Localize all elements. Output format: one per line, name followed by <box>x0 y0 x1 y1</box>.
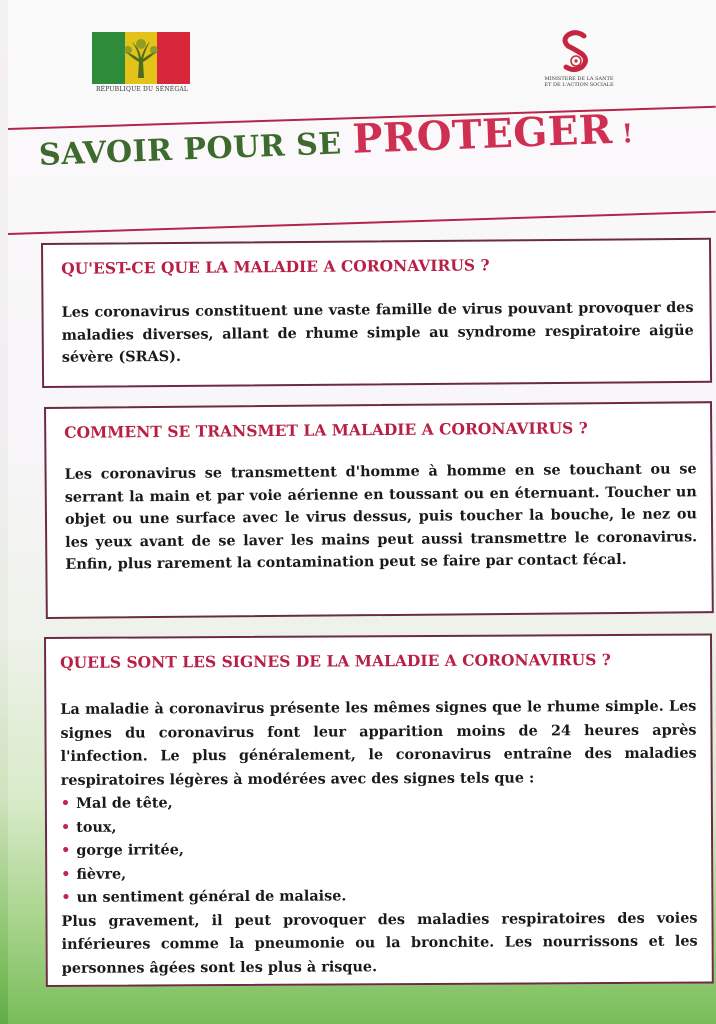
list-item: • toux, <box>60 818 117 836</box>
list-item: • gorge irritée, <box>61 841 184 859</box>
section-what-is <box>41 238 712 388</box>
ministry-label: MINISTERE DE LA SANTE ET DE L'ACTION SOCIALE <box>544 76 614 88</box>
list-item: • un sentiment général de malaise. <box>61 887 347 906</box>
symptom-list <box>61 789 698 910</box>
title-part-3: ! <box>612 119 634 150</box>
section-heading: QU'EST-CE QUE LA MALADIE A CORONAVIRUS ? <box>61 255 490 278</box>
section-body: Les coronavirus se transmettent d'homme à homme en se touchant ou se serrant la main et par voie aérienne en toussant ou en éternuant. Toucher un objet ou une surface avec le virus dessus, puis toucher la bouche, le nez ou les yeux avant de se laver les mains peut aussi transmettre le coronavirus. Enfin, plus rarement la contamination peut se faire par contact fécal. <box>64 460 698 574</box>
section-symptoms <box>44 634 714 987</box>
section-heading: COMMENT SE TRANSMET LA MALADIE A CORONAVIRUS ? <box>64 418 588 442</box>
title-part-2: PROTEGER <box>351 105 614 163</box>
bullet-icon: • <box>60 818 71 836</box>
section-body: Les coronavirus constituent une vaste famille de virus pouvant provoquer des maladies diverses, allant de rhume simple au syndrome respiratoire aigüe sévère (SRAS). <box>61 298 694 367</box>
title-part-1: SAVOIR POUR SE <box>38 125 354 173</box>
ministry-s-logo-icon <box>556 30 596 74</box>
republic-label: RÉPUBLIQUE DU SÉNÉGAL <box>95 86 189 93</box>
list-item: • Mal de tête, <box>60 794 173 812</box>
section-intro: La maladie à coronavirus présente les mêmes signes que le rhume simple. Les signes du coronavirus font leur apparition moins de 24 heures après l'infection. Le plus généralement, le coronavirus entraîne des maladies respiratoires légères à modérées avec des signes tels que : <box>60 697 697 789</box>
bullet-icon: • <box>61 841 71 859</box>
list-item: • fièvre, <box>61 865 127 883</box>
section-transmission <box>44 401 714 619</box>
bullet-icon: • <box>61 888 71 906</box>
bullet-icon: • <box>61 865 71 883</box>
senegal-flag-baobab-icon <box>92 32 190 84</box>
section-heading: QUELS SONT LES SIGNES DE LA MALADIE A CORONAVIRUS ? <box>60 650 611 672</box>
section-outro: Plus gravement, il peut provoquer des maladies respiratoires des voies inférieures comme la pneumonie ou la bronchite. Les nourrissons et les personnes âgées sont les plus à risque. <box>61 909 698 977</box>
bullet-icon: • <box>60 794 71 812</box>
